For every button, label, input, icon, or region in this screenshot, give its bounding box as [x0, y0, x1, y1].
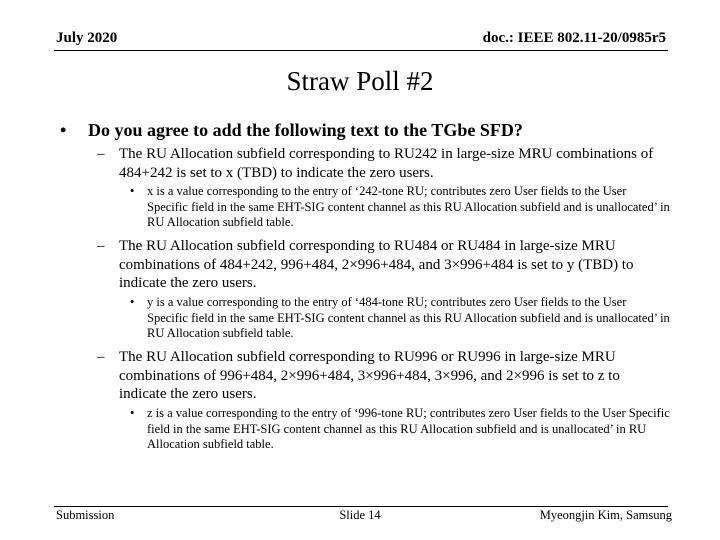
header-doc-id: doc.: IEEE 802.11-20/0985r5	[482, 30, 666, 46]
sub-item-ru242	[97, 145, 657, 182]
question-text: Do you agree to add the following text to the TGbe SFD?	[88, 120, 523, 140]
sub-item-text: The RU Allocation subfield corresponding to RU996 or RU996 in large-size MRU combinations of 996+484, 2×996+484, 3×996+484, 3×996, and 2×996 is set to z to indicate the zero users.	[119, 349, 620, 402]
sub-sub-item-text: x is a value corresponding to the entry of ‘242-tone RU; contributes zero User fields to the User Specific field in the same EHT-SIG content channel as this RU Allocation subfield and is unallocated’ in RU Allocation subfield table.	[147, 184, 670, 229]
footer-divider	[54, 506, 668, 507]
bullet-icon: •	[60, 120, 67, 140]
bullet-icon: •	[130, 406, 135, 420]
sub-sub-item-text: z is a value corresponding to the entry of ‘996-tone RU; contributes zero User fields to the User Specific field in the same EHT-SIG content channel as this RU Allocation subfield and is unallocated’ in RU Allocation subfield table.	[147, 406, 670, 451]
header-date: July 2020	[56, 30, 118, 46]
sub-item-ru484	[97, 237, 657, 293]
sub-sub-item-y	[130, 295, 670, 342]
dash-icon: –	[97, 238, 105, 254]
bullet-icon: •	[130, 184, 135, 198]
sub-item-ru996	[97, 348, 657, 404]
dash-icon: –	[97, 349, 105, 365]
slide-title: Straw Poll #2	[286, 66, 434, 96]
footer-submission: Submission	[56, 508, 115, 522]
footer-author: Myeongjin Kim, Samsung	[539, 508, 672, 522]
sub-sub-item-x	[130, 184, 670, 231]
sub-sub-item-z	[130, 406, 670, 453]
sub-item-text: The RU Allocation subfield corresponding to RU242 in large-size MRU combinations of 484+242 is set to x (TBD) to indicate the zero users.	[119, 146, 654, 181]
sub-sub-item-text: y is a value corresponding to the entry of ‘484-tone RU; contributes zero User fields to the User Specific field in the same EHT-SIG content channel as this RU Allocation subfield and is unallocated’ in RU Allocation subfield table.	[147, 295, 670, 340]
dash-icon: –	[97, 146, 105, 162]
bullet-icon: •	[130, 295, 135, 309]
sub-item-text: The RU Allocation subfield corresponding to RU484 or RU484 in large-size MRU combinations of 484+242, 996+484, 2×996+484, and 3×996+484 is set to y (TBD) to indicate the zero users.	[119, 238, 634, 291]
footer-slide-number: Slide 14	[339, 508, 381, 522]
